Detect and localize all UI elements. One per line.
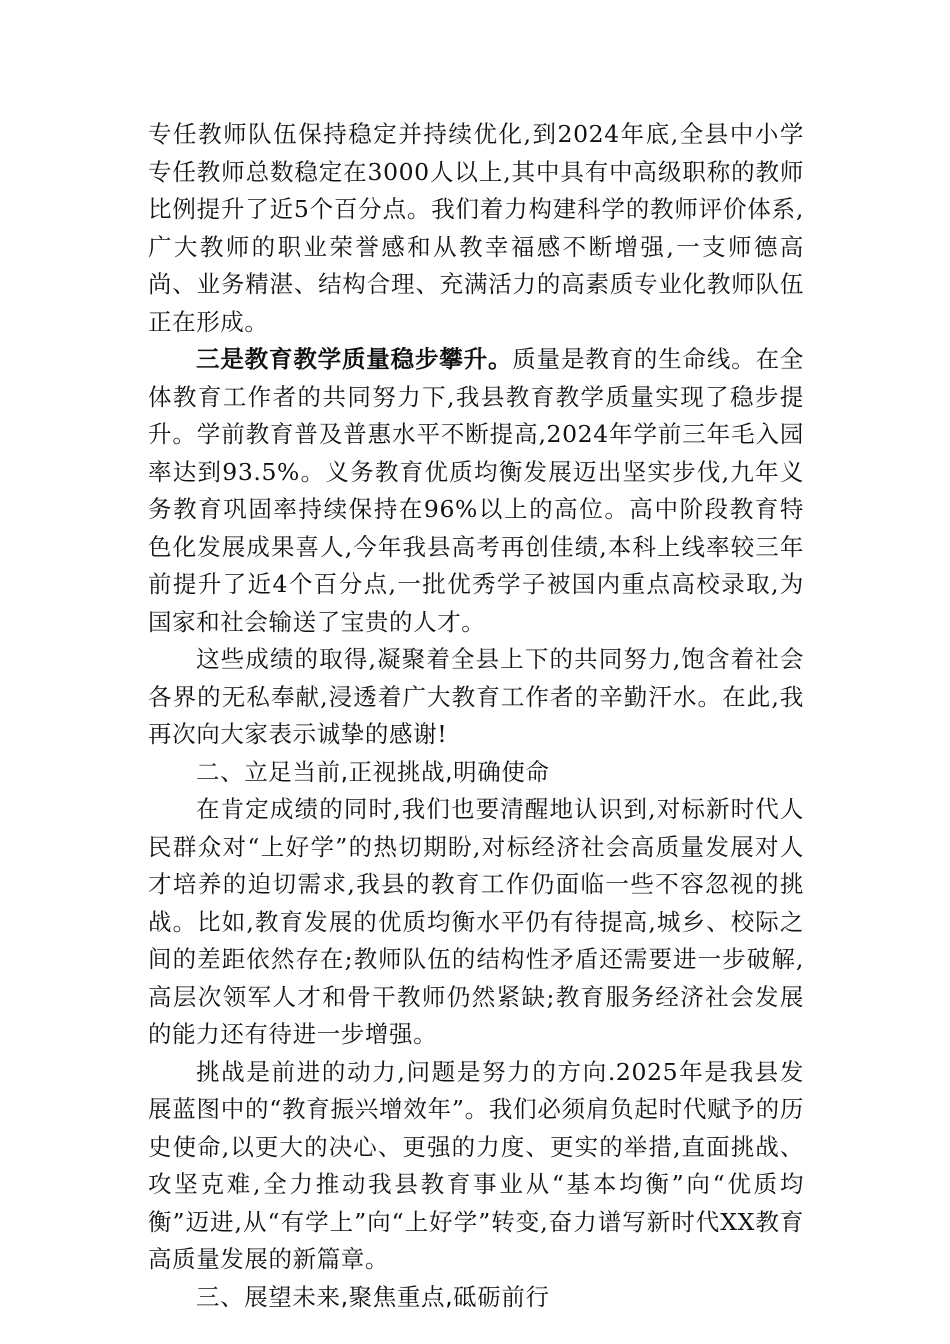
paragraph-challenges [148,791,804,1054]
section-heading-3: 三、展望未来,聚焦重点,砥砺前行 [196,1282,550,1311]
paragraph-lead: 三是教育教学质量稳步攀升。 [196,345,513,373]
paragraph-teaching-quality [148,341,804,641]
paragraph-thanks [148,641,804,754]
document-body [148,116,804,1316]
paragraph-mission [148,1054,804,1279]
paragraph-text: 挑战是前进的动力,问题是努力的方向.2025年是我县发展蓝图中的“教育振兴增效年”。我们必须肩负起时代赋予的历史使命,以更大的决心、更强的力度、更实的举措,直面挑战、攻坚克难,全力推动我县教育事业从“基本均衡”向“优质均衡”迈进,从“有学上”向“上好学”转变,奋力谱写新时代XX教育高质量发展的新篇章。 [148,1057,804,1273]
section-heading-2: 二、立足当前,正视挑战,明确使命 [196,757,550,786]
paragraph-teacher-team [148,116,804,341]
paragraph-text: 在肯定成绩的同时,我们也要清醒地认识到,对标新时代人民群众对“上好学”的热切期盼,对标经济社会高质量发展对人才培养的迫切需求,我县的教育工作仍面临一些不容忽视的挑战。比如,教育发展的优质均衡水平仍有待提高,城乡、校际之间的差距依然存在;教师队伍的结构性矛盾还需要进一步破解,高层次领军人才和骨干教师仍然紧缺;教育服务经济社会发展的能力还有待进一步增强。 [148,795,804,1048]
paragraph-text: 这些成绩的取得,凝聚着全县上下的共同努力,饱含着社会各界的无私奉献,浸透着广大教育工作者的辛勤汗水。在此,我再次向大家表示诚挚的感谢! [148,645,804,748]
paragraph-text: 专任教师队伍保持稳定并持续优化,到2024年底,全县中小学专任教师总数稳定在3000人以上,其中具有中高级职称的教师比例提升了近5个百分点。我们着力构建科学的教师评价体系,广大教师的职业荣誉感和从教幸福感不断增强,一支师德高尚、业务精湛、结构合理、充满活力的高素质专业化教师队伍正在形成。 [148,120,804,336]
paragraph-text: 质量是教育的生命线。在全体教育工作者的共同努力下,我县教育教学质量实现了稳步提升。学前教育普及普惠水平不断提高,2024年学前三年毛入园率达到93.5%。义务教育优质均衡发展迈出坚实步伐,九年义务教育巩固率持续保持在96%以上的高位。高中阶段教育特色化发展成果喜人,今年我县高考再创佳绩,本科上线率较三年前提升了近4个百分点,一批优秀学子被国内重点高校录取,为国家和社会输送了宝贵的人才。 [148,345,804,636]
